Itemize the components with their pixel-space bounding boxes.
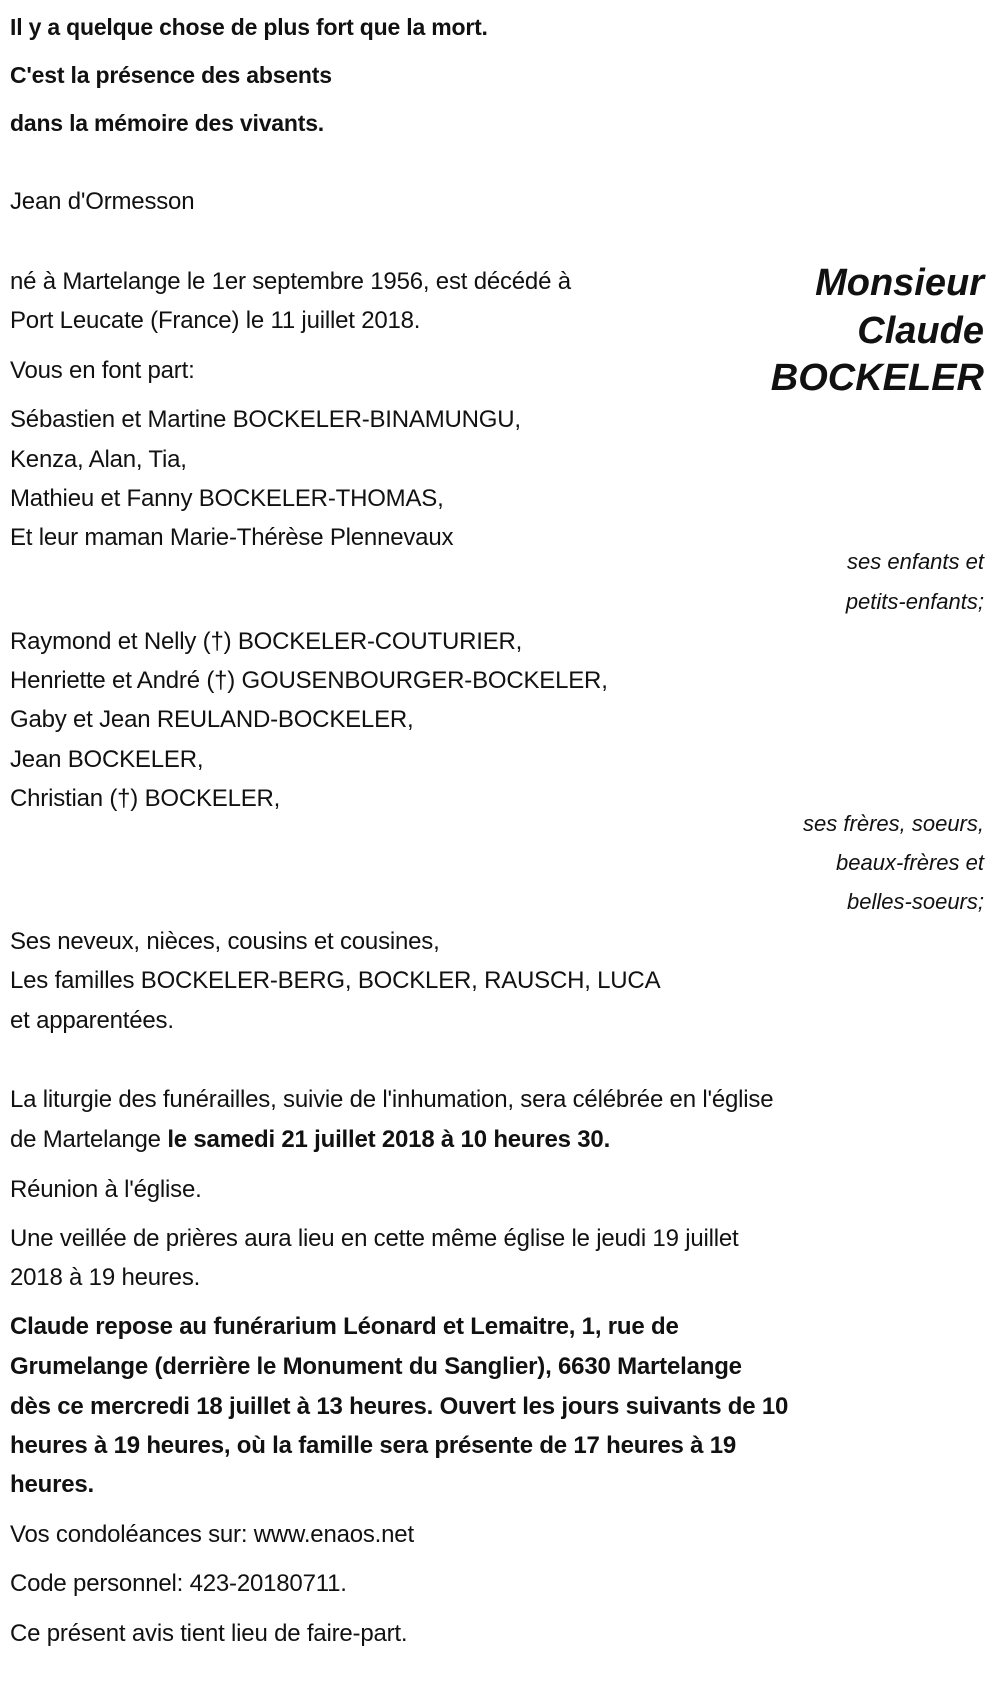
relation-label: petits-enfants;: [845, 589, 984, 614]
vigil-line: Une veillée de prières aura lieu en cette même église le jeudi 19 juillet: [10, 1225, 739, 1252]
family-line: Jean BOCKELER,: [10, 746, 204, 773]
rest-line: heures.: [10, 1471, 94, 1498]
deceased-title: Monsieur: [815, 262, 984, 304]
family-line: Gaby et Jean REULAND-BOCKELER,: [10, 706, 414, 733]
family-line: Raymond et Nelly (†) BOCKELER-COUTURIER,: [10, 628, 523, 655]
personal-code: Code personnel: 423-20180711.: [10, 1570, 347, 1597]
rest-line: heures à 19 heures, où la famille sera présente de 17 heures à 19: [10, 1432, 737, 1459]
quote-line: dans la mémoire des vivants.: [10, 110, 324, 136]
funeral-place: de Martelange: [10, 1126, 168, 1153]
quote-line: Il y a quelque chose de plus fort que la mort.: [10, 14, 488, 40]
family-line: Sébastien et Martine BOCKELER-BINAMUNGU,: [10, 406, 521, 433]
family-line: Christian (†) BOCKELER,: [10, 785, 281, 812]
birth-death-line: né à Martelange le 1er septembre 1956, est décédé à: [10, 268, 571, 295]
family-line: Kenza, Alan, Tia,: [10, 446, 187, 473]
meeting-info: Réunion à l'église.: [10, 1176, 202, 1203]
quote-line: C'est la présence des absents: [10, 62, 332, 88]
family-line: Ses neveux, nièces, cousins et cousines,: [10, 928, 440, 955]
vigil-line: 2018 à 19 heures.: [10, 1264, 201, 1291]
family-line: Et leur maman Marie-Thérèse Plennevaux: [10, 524, 454, 551]
deceased-last-name: BOCKELER: [770, 357, 984, 399]
funeral-line: La liturgie des funérailles, suivie de l'inhumation, sera célébrée en l'église: [10, 1086, 774, 1113]
funeral-line: [10, 1125, 610, 1155]
condolences-info: Vos condoléances sur: www.enaos.net: [10, 1521, 414, 1548]
family-line: et apparentées.: [10, 1007, 174, 1034]
notice-text: Ce présent avis tient lieu de faire-part.: [10, 1620, 408, 1647]
family-line: Mathieu et Fanny BOCKELER-THOMAS,: [10, 485, 444, 512]
relation-label: ses frères, soeurs,: [803, 811, 984, 836]
birth-death-line: Port Leucate (France) le 11 juillet 2018.: [10, 307, 421, 334]
family-line: Henriette et André (†) GOUSENBOURGER-BOCKELER,: [10, 667, 608, 694]
relation-label: beaux-frères et: [836, 850, 984, 875]
quote-author: Jean d'Ormesson: [10, 188, 195, 215]
funeral-date: le samedi 21 juillet 2018 à 10 heures 30.: [167, 1126, 611, 1153]
rest-line: dès ce mercredi 18 juillet à 13 heures. Ouvert les jours suivants de 10: [10, 1393, 789, 1420]
rest-line: Grumelange (derrière le Monument du Sanglier), 6630 Martelange: [10, 1353, 742, 1380]
deceased-first-name: Claude: [857, 310, 984, 352]
relation-label: belles-soeurs;: [847, 889, 984, 914]
announce: Vous en font part:: [10, 357, 195, 384]
rest-line: Claude repose au funérarium Léonard et Lemaitre, 1, rue de: [10, 1313, 679, 1340]
relation-label: ses enfants et: [847, 549, 984, 574]
family-line: Les familles BOCKELER-BERG, BOCKLER, RAUSCH, LUCA: [10, 967, 661, 994]
